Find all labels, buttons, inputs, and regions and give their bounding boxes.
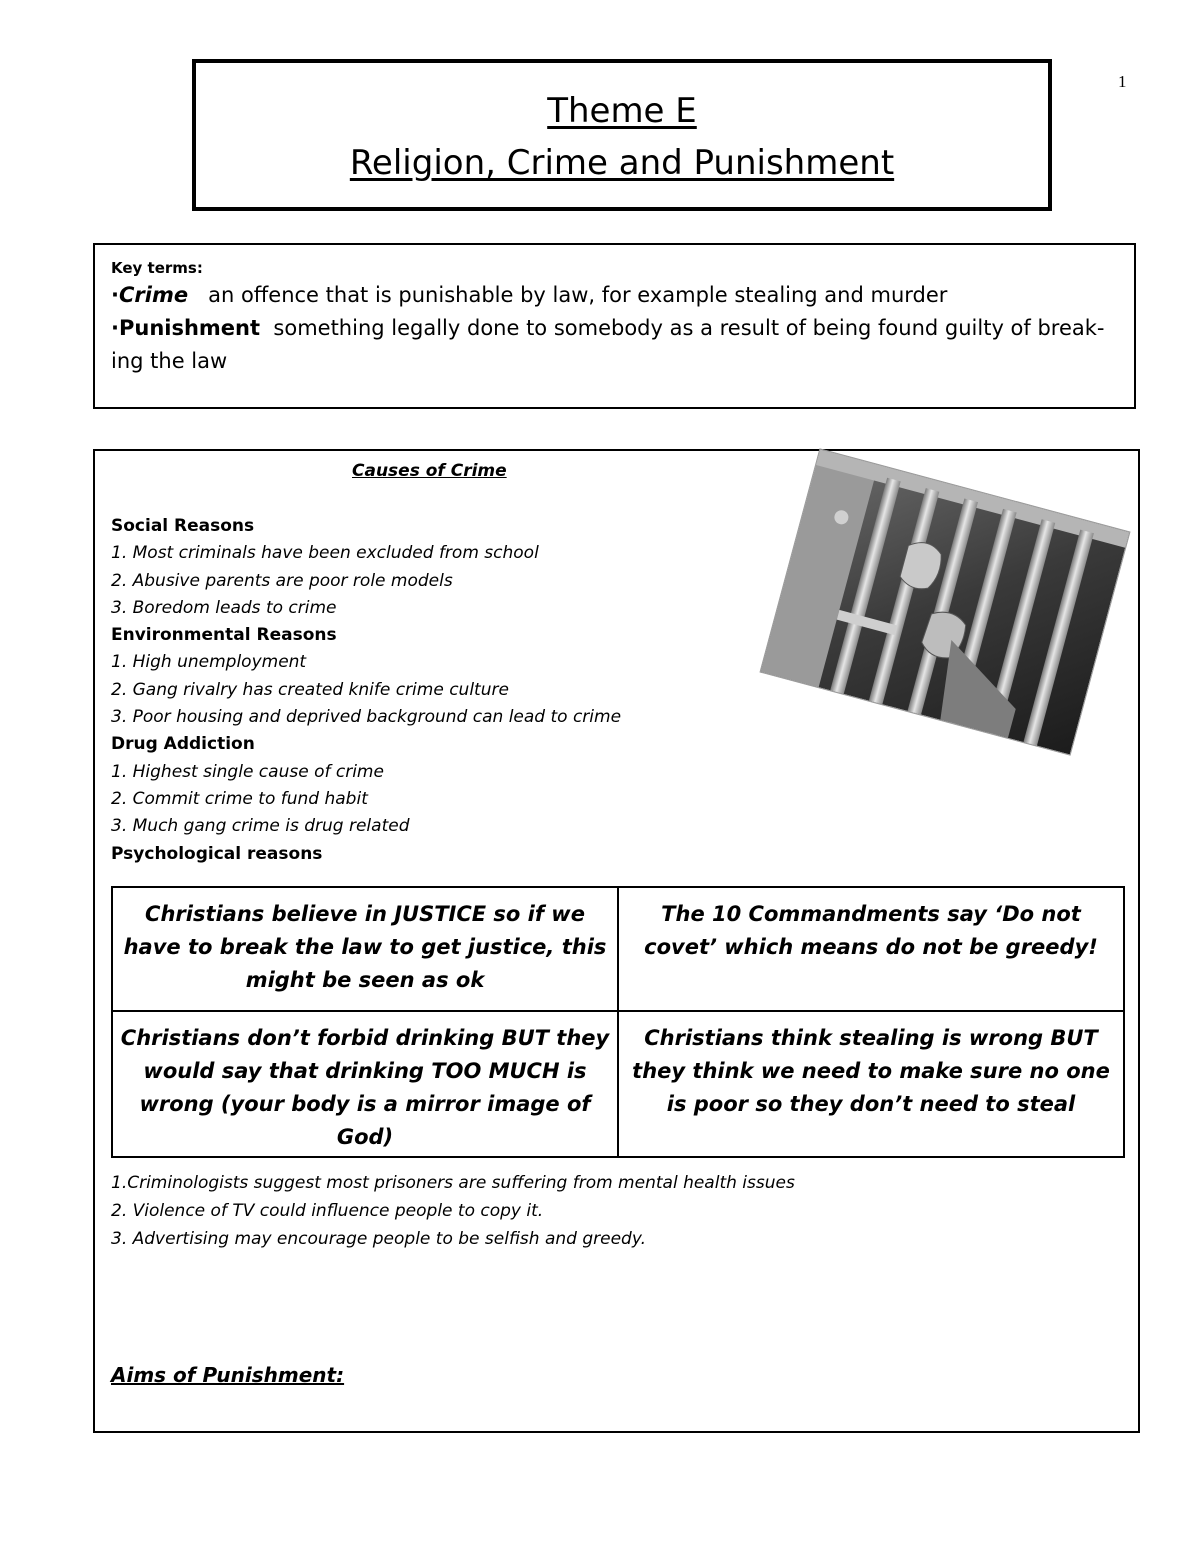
christian-beliefs-table [111, 886, 1125, 1158]
theme-title: Theme E [547, 91, 697, 131]
list-item: 3. Advertising may encourage people to be selfish and greedy. [111, 1229, 646, 1249]
psychological-list [111, 1169, 1011, 1253]
drug-heading: Drug Addiction [111, 734, 255, 755]
term-bullet: · [111, 283, 119, 307]
term-definition: something legally done to somebody as a result of being found guilty of break-ing the law [111, 316, 1105, 373]
list-item: 1. Highest single cause of crime [111, 761, 384, 782]
term-name: Punishment [118, 316, 261, 340]
list-item: 3. Poor housing and deprived background can lead to crime [111, 707, 622, 728]
list-item: 1.Criminologists suggest most prisoners are suffering from mental health issues [111, 1173, 795, 1193]
key-terms-box [93, 243, 1136, 409]
term-definition: an offence that is punishable by law, for example stealing and murder [208, 283, 948, 307]
key-terms-heading: Key terms: [111, 259, 203, 277]
aims-of-punishment-heading: Aims of Punishment: [111, 1363, 345, 1387]
term-name: Crime [118, 283, 189, 307]
list-item: 1. Most criminals have been excluded from school [111, 543, 539, 564]
theme-subtitle: Religion, Crime and Punishment [349, 143, 895, 183]
title-box [192, 59, 1052, 211]
list-item: 3. Much gang crime is drug related [111, 816, 410, 837]
term-punishment [111, 312, 1120, 378]
list-item: 1. High unemployment [111, 652, 307, 673]
page-number: 1 [1118, 72, 1127, 91]
table-row [112, 887, 1124, 1011]
belief-cell: Christians believe in JUSTICE so if we have to break the law to get justice, this might be seen as ok [112, 887, 618, 1011]
term-crime [111, 279, 1120, 312]
term-bullet: · [111, 316, 119, 340]
list-item: 3. Boredom leads to crime [111, 597, 337, 618]
list-item: 2. Abusive parents are poor role models [111, 570, 453, 591]
list-item: 2. Gang rivalry has created knife crime culture [111, 679, 509, 700]
list-item: 2. Violence of TV could influence people to copy it. [111, 1201, 544, 1221]
prison-bars-photo [759, 448, 1130, 755]
belief-cell: The 10 Commandments say ‘Do not covet’ which means do not be greedy! [618, 887, 1124, 1011]
belief-cell: Christians think stealing is wrong BUT they think we need to make sure no one is poor so they don’t need to steal [618, 1011, 1124, 1157]
causes-box [93, 449, 1140, 1433]
list-item: 2. Commit crime to fund habit [111, 788, 368, 809]
table-row [112, 1011, 1124, 1157]
belief-cell: Christians don’t forbid drinking BUT they would say that drinking TOO MUCH is wrong (your body is a mirror image of God) [112, 1011, 618, 1157]
causes-list [111, 513, 731, 868]
causes-title: Causes of Crime [352, 461, 507, 481]
social-heading: Social Reasons [111, 516, 255, 536]
environmental-heading: Environmental Reasons [111, 625, 337, 646]
psychological-heading: Psychological reasons [111, 843, 323, 864]
